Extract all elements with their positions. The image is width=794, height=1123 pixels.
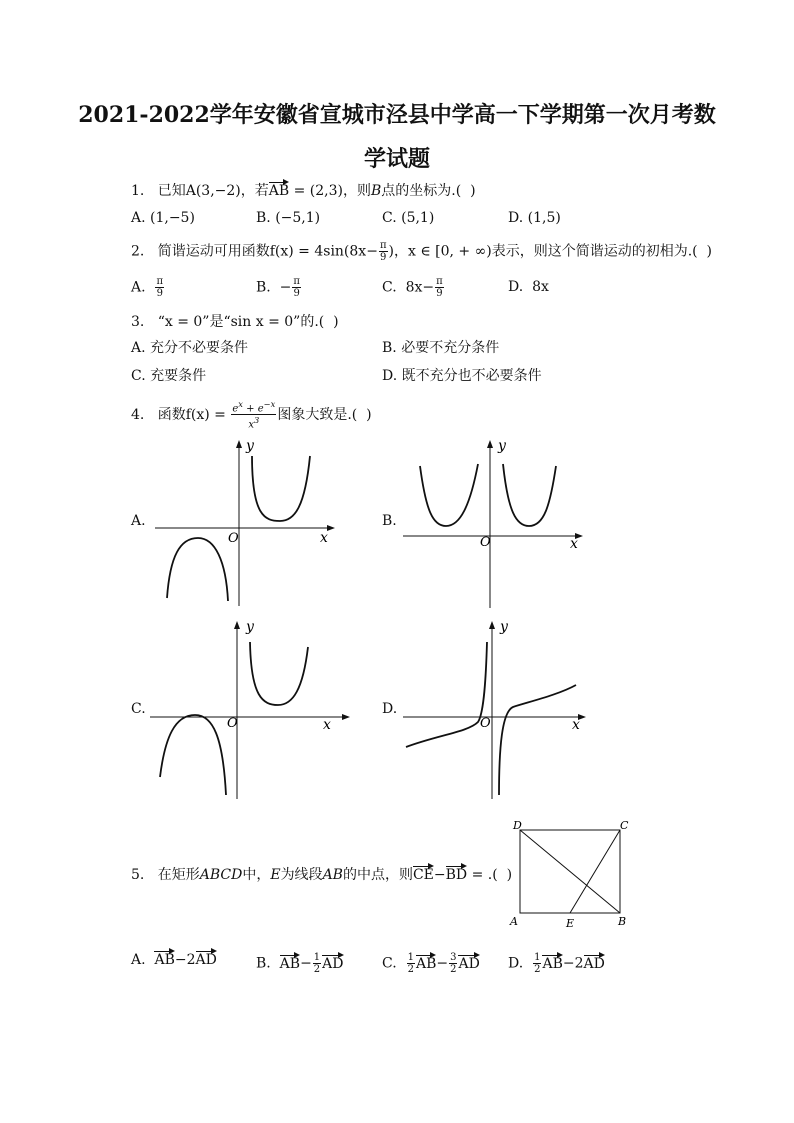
question-1 (131, 180, 476, 200)
question-number: 2. (131, 243, 145, 260)
q4-option-b-label[interactable]: B. (382, 513, 397, 529)
vector-bd: BD (445, 867, 468, 883)
question-text: 简谐运动可用函数f(x) = 4sin(8x− (157, 243, 378, 260)
origin-label: O (480, 535, 491, 550)
y-axis-label: y (246, 619, 254, 635)
question-text: 点的坐标为.( ) (381, 183, 476, 199)
question-text: 已知A(3,−2)，若 (157, 183, 269, 199)
question-text: 函数f(x) = (157, 406, 226, 423)
point-b: B (370, 183, 382, 199)
q3-option-a[interactable]: A. 充分不必要条件 (131, 340, 249, 356)
point-e-label: E (566, 917, 575, 930)
q5-option-a[interactable]: A. AB−2AD (131, 952, 217, 968)
q4-option-c-label[interactable]: C. (131, 701, 146, 717)
vector-ab: AB (268, 183, 290, 199)
point-a-label: A (510, 915, 518, 928)
question-3 (131, 311, 339, 331)
q4-option-a-label[interactable]: A. (131, 513, 146, 529)
q2-option-c[interactable]: C. 8x− $\frac{\pi}{9}$ (382, 276, 443, 299)
y-axis-label: y (498, 438, 506, 454)
y-axis-label: y (246, 438, 254, 454)
q5-option-c[interactable]: C. $\frac{1}{2}$ AB− $\frac{3}{2}$ AD (382, 952, 480, 975)
x-axis-label: x (570, 536, 578, 552)
q3-option-d[interactable]: D. 既不充分也不必要条件 (382, 368, 542, 384)
origin-label: O (227, 716, 238, 731)
point-c-label: C (620, 819, 629, 832)
q3-option-b[interactable]: B. 必要不充分条件 (382, 340, 500, 356)
question-number: 1. (131, 183, 145, 199)
q1-option-d[interactable]: D. (1,5) (508, 210, 561, 226)
origin-label: O (480, 716, 491, 731)
q4-option-d-label[interactable]: D. (382, 701, 398, 717)
question-5: 5. 在矩形ABCD中，E为线段AB的中点，则CE−BD = .( ) (131, 867, 513, 883)
point-b-label: B (618, 915, 627, 928)
question-number: 4. (131, 406, 145, 423)
q4-graph-b[interactable] (398, 436, 598, 612)
fraction-pi-9: $\frac{\pi}{9}$ (379, 240, 387, 263)
exam-title-line2: 学试题 (363, 146, 430, 172)
exam-title-line1: 2021-2022学年安徽省宣城市泾县中学高一下学期第一次月考数 (78, 102, 716, 128)
x-axis-label: x (572, 717, 580, 733)
question-text: 图象大致是.( ) (277, 406, 372, 423)
question-2 (131, 240, 712, 263)
point-d-label: D (513, 819, 522, 832)
vector-ce: CE (412, 867, 434, 883)
question-text: )，x ∈ [0, + ∞)表示，则这个简谐运动的初相为.( ) (388, 243, 712, 260)
q2-option-a[interactable]: A. $\frac{\pi}{9}$ (131, 276, 164, 299)
q5-option-b[interactable]: B. AB− $\frac{1}{2}$ AD (256, 952, 344, 975)
q1-option-c[interactable]: C. (5,1) (382, 210, 435, 226)
rectangle-abcd-figure (505, 815, 635, 930)
question-number: 3. (131, 314, 145, 330)
q4-graph-a[interactable] (150, 436, 350, 612)
origin-label: O (228, 531, 239, 546)
q2-option-b[interactable]: B. − $\frac{\pi}{9}$ (256, 276, 300, 299)
q1-option-a[interactable]: A. (1,−5) (131, 210, 195, 226)
question-number: 5. (131, 867, 145, 883)
q4-graph-d[interactable] (398, 617, 598, 803)
q2-option-d[interactable]: D. 8x (508, 279, 549, 295)
x-axis-label: x (320, 530, 328, 546)
question-text: “x = 0”是“sin x = 0”的.( ) (157, 314, 339, 330)
q5-option-d[interactable]: D. $\frac{1}{2}$ AB−2AD (508, 952, 605, 975)
question-4 (131, 399, 372, 431)
x-axis-label: x (323, 717, 331, 733)
q4-graph-c[interactable] (145, 617, 355, 803)
fraction-function: $\frac{e^x + e^{-x}}{x^3}$ (232, 399, 276, 431)
q1-option-b[interactable]: B. (−5,1) (256, 210, 321, 226)
question-text: = (2,3)，则 (289, 183, 371, 199)
y-axis-label: y (500, 619, 508, 635)
q3-option-c[interactable]: C. 充要条件 (131, 368, 207, 384)
